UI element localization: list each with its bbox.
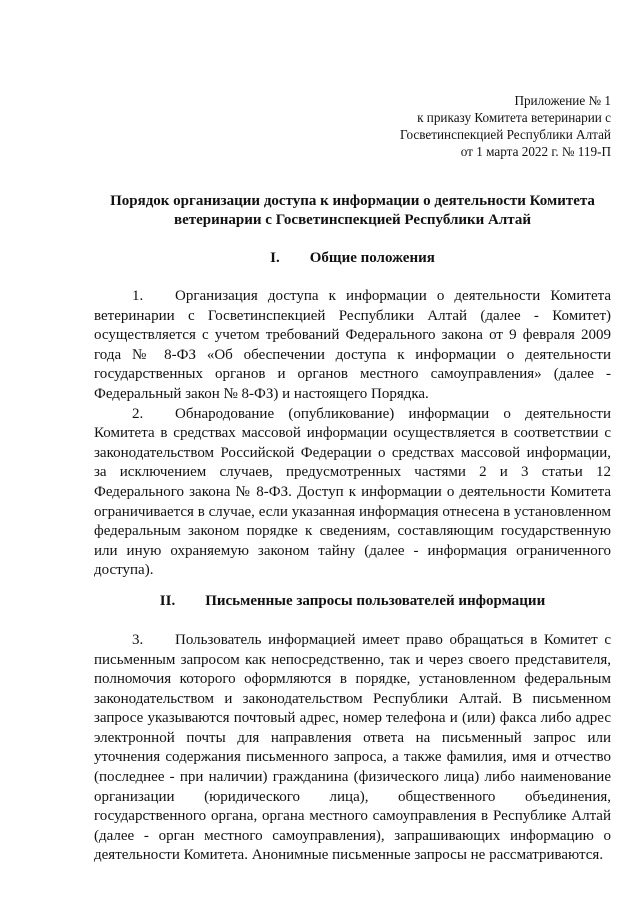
appendix-block bbox=[94, 92, 611, 160]
section-title: Письменные запросы пользователей информации bbox=[205, 592, 546, 609]
paragraph-number: 3. bbox=[132, 631, 144, 648]
paragraph-text: Пользователь информацией имеет право обращаться в Комитет с письменным запросом как непосредственно, так и через своего представителя, полномочия которого оформляются в порядке, установленном федеральным законодательством и законодательством Республики Алтай. В письменном запросе указываются почтовый адрес, номер телефона и (или) факса либо адрес электронной почты для направления ответа на письменный запрос или уточнения содержания письменного запроса, а также фамилия, имя и отчество (последнее - при наличии) гражданина (физического лица) либо наименование организации (юридического лица), общественного объединения, государственного органа, органа местного самоуправления в Республике Алтай (далее - орган местного самоуправления), запрашивающих информацию о деятельности Комитета. Анонимные письменные запросы не рассматриваются. bbox=[94, 631, 611, 864]
appendix-line: к приказу Комитета ветеринарии с bbox=[417, 110, 611, 125]
section-heading bbox=[94, 249, 611, 268]
section-number: I. bbox=[270, 250, 280, 266]
paragraph bbox=[94, 631, 611, 866]
paragraph-text: Организация доступа к информации о деятельности Комитета ветеринарии с Госветинспекцией Республики Алтай (далее - Комитет) осуществляется с учетом требований Федерального закона от 9 февраля 2009 года № 8-ФЗ «Об обеспечении доступа к информации о деятельности государственных органов и органов местного самоуправления» (далее - Федеральный закон № 8-ФЗ) и настоящего Порядка. bbox=[94, 288, 611, 402]
section-heading bbox=[94, 592, 611, 611]
document-title-line: Порядок организации доступа к информации о деятельности Комитета bbox=[110, 193, 595, 209]
appendix-line: от 1 марта 2022 г. № 119-П bbox=[460, 144, 611, 159]
paragraph bbox=[94, 405, 611, 581]
paragraph-number: 1. bbox=[132, 288, 144, 304]
document-title bbox=[94, 192, 611, 230]
section-number: II. bbox=[159, 592, 176, 609]
appendix-line: Госветинспекцией Республики Алтай bbox=[399, 127, 611, 142]
paragraph bbox=[94, 287, 611, 405]
appendix-line: Приложение № 1 bbox=[514, 93, 611, 108]
section-title: Общие положения bbox=[309, 250, 435, 266]
paragraph-number: 2. bbox=[132, 405, 144, 422]
paragraph-text: Обнародование (опубликование) информации о деятельности Комитета в средствах массовой информации осуществляется в соответствии с законодательством Российской Федерации о средствах массовой информации, за исключением случаев, предусмотренных частями 2 и 3 статьи 12 Федерального закона № 8-ФЗ. Доступ к информации о деятельности Комитета ограничивается в случае, если указанная информация отнесена в установленном федеральным законом порядке к сведениям, составляющим государственную или иную охраняемую законом тайну (далее - информация ограниченного доступа). bbox=[94, 405, 611, 579]
document-title-line: ветеринарии с Госветинспекцией Республики Алтай bbox=[174, 212, 531, 228]
